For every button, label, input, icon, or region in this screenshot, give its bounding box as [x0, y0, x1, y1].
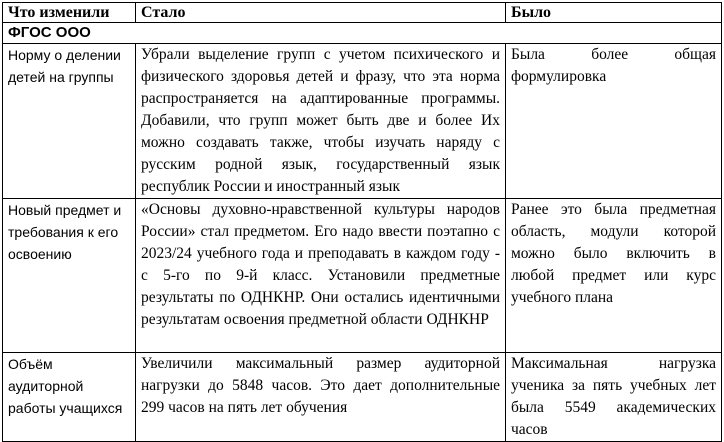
- row-became: Убрали выделение групп с учетом психического и физического здоровья детей и фразу, что эта норма распространяется на адаптированные программы. Добавили, что групп может быть две и более Их можно создавать также, чтобы изучать наряду с русским родной язык, государственный язык республик России и иностранный язык: [136, 44, 506, 199]
- changes-table: [2, 2, 722, 442]
- row-what-changed: Норму о делении детей на группы: [3, 44, 136, 199]
- table-row: [3, 199, 722, 353]
- table-row: [3, 353, 722, 442]
- row-was: Максимальная нагрузка ученика за пять учебных лет была 5549 академических часов: [506, 353, 722, 442]
- header-was: Было: [506, 3, 722, 23]
- row-became: Увеличили максимальный размер аудиторной нагрузки до 5848 часов. Это дает дополнительные 299 часов на пять лет обучения: [136, 353, 506, 442]
- row-what-changed: Новый предмет и требования к его освоению: [3, 199, 136, 353]
- header-became: Стало: [136, 3, 506, 23]
- header-what-changed: Что изменили: [3, 3, 136, 23]
- header-row: [3, 3, 722, 23]
- row-what-changed: Объём аудиторной работы учащихся: [3, 353, 136, 442]
- table-row: [3, 44, 722, 199]
- row-was: Была более общая формулировка: [506, 44, 722, 199]
- section-title: ФГОС ООО: [3, 23, 722, 44]
- section-row: [3, 23, 722, 44]
- row-was: Ранее это была предметная область, модули которой можно было включить в любой предмет или курс учебного плана: [506, 199, 722, 353]
- row-became: «Основы духовно-нравственной культуры народов России» стал предметом. Его надо ввести поэтапно с 2023/24 учебного года и преподавать в каждом году - с 5-го по 9-й класс. Установили предметные результаты по ОДНКНР. Они остались идентичными результатам освоения предметной области ОДНКНР: [136, 199, 506, 353]
